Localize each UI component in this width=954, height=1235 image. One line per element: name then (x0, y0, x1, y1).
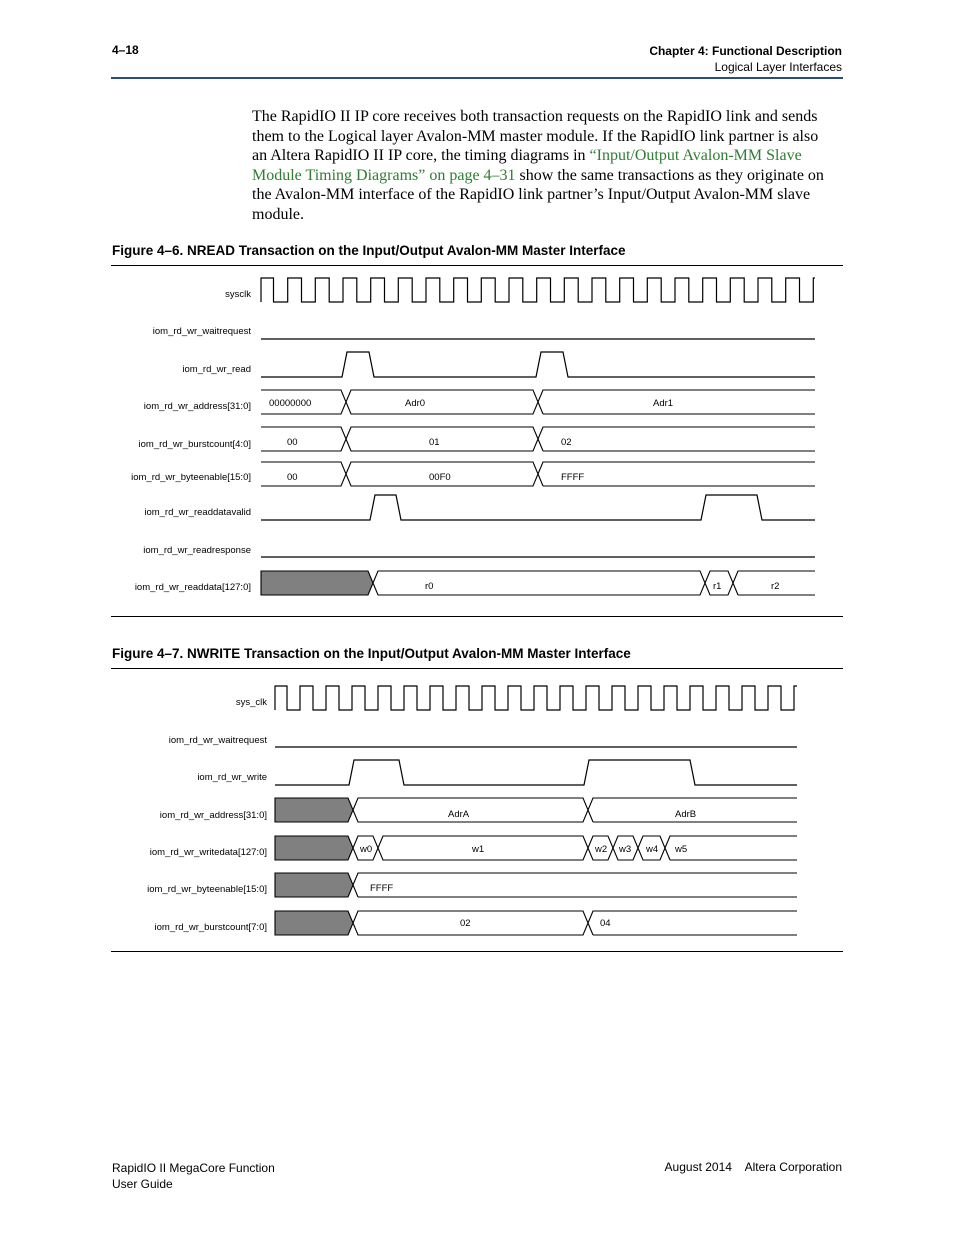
figure-6-title: Figure 4–6. NREAD Transaction on the Input/Output Avalon-MM Master Interface (112, 243, 626, 258)
sys-clk-waveform (275, 686, 797, 710)
writedata-value-4: w4 (646, 844, 659, 855)
signal-label-waitrequest-2: iom_rd_wr_waitrequest (168, 735, 267, 746)
writedata-value-2: w2 (595, 844, 608, 855)
signal-label-writedata: iom_rd_wr_writedata[127:0] (149, 847, 267, 858)
address-value-1: Adr0 (405, 398, 426, 409)
nread-timing-diagram (0, 266, 954, 616)
running-header (649, 43, 842, 75)
address-2-value-0: AdrA (448, 809, 470, 820)
byteenable-2-value-0: FFFF (370, 883, 394, 894)
figure-7-title: Figure 4–7. NWRITE Transaction on the Input/Output Avalon-MM Master Interface (112, 646, 631, 661)
footer-left (112, 1160, 275, 1192)
readdatavalid-waveform (261, 495, 815, 520)
burstcount-bus (261, 427, 815, 451)
body-text-2: show the same transactions as they originate on the Avalon-MM interface of the RapidIO link partner’s Input/Output Avalon-MM slave module. (252, 166, 824, 223)
address-value-0: 00000000 (269, 398, 312, 409)
signal-label-readdata: iom_rd_wr_readdata[127:0] (134, 582, 251, 593)
nwrite-timing-diagram (0, 669, 954, 951)
figure-7-bottom-rule (111, 951, 843, 952)
burstcount-value-2: 02 (561, 437, 572, 448)
signal-label-burstcount: iom_rd_wr_burstcount[4:0] (138, 439, 251, 450)
footer-product: RapidIO II MegaCore Function (112, 1161, 275, 1175)
byteenable-value-1: 00F0 (429, 472, 451, 483)
signal-label-read: iom_rd_wr_read (182, 364, 251, 375)
address-2-bus (275, 798, 797, 822)
readdata-value-2: r2 (771, 581, 780, 592)
signal-label-burstcount-2: iom_rd_wr_burstcount[7:0] (154, 922, 267, 933)
signal-label-readdatavalid: iom_rd_wr_readdatavalid (144, 507, 251, 518)
chapter-title: Chapter 4: Functional Description (649, 44, 842, 58)
signal-label-byteenable-2: iom_rd_wr_byteenable[15:0] (147, 884, 267, 895)
burstcount-value-1: 01 (429, 437, 440, 448)
sysclk-waveform (261, 278, 815, 302)
signal-label-address: iom_rd_wr_address[31:0] (143, 401, 251, 412)
address-bus (261, 390, 815, 414)
burstcount-value-0: 00 (287, 437, 298, 448)
writedata-value-0: w0 (360, 844, 373, 855)
signal-label-address-2: iom_rd_wr_address[31:0] (159, 810, 267, 821)
signal-label-waitrequest: iom_rd_wr_waitrequest (152, 326, 251, 337)
page-number: 4–18 (112, 43, 139, 57)
write-waveform (275, 760, 797, 785)
writedata-bus (275, 836, 797, 860)
writedata-value-1: w1 (472, 844, 485, 855)
footer-date-company: August 2014 Altera Corporation (664, 1160, 842, 1174)
signal-label-sys-clk: sys_clk (235, 697, 267, 708)
writedata-value-3: w3 (619, 844, 632, 855)
header-rule (111, 77, 843, 79)
readdata-value-0: r0 (425, 581, 434, 592)
read-waveform (261, 352, 815, 377)
readdata-value-1: r1 (713, 581, 722, 592)
byteenable-2-bus (275, 873, 797, 897)
byteenable-bus (261, 462, 815, 486)
address-value-2: Adr1 (653, 398, 674, 409)
signal-label-write: iom_rd_wr_write (197, 772, 267, 783)
readdata-bus (261, 571, 815, 595)
section-title: Logical Layer Interfaces (714, 60, 842, 74)
writedata-value-5: w5 (675, 844, 688, 855)
signal-label-byteenable: iom_rd_wr_byteenable[15:0] (131, 472, 251, 483)
address-2-value-1: AdrB (675, 809, 697, 820)
burstcount-2-value-1: 04 (600, 918, 611, 929)
signal-label-readresponse: iom_rd_wr_readresponse (143, 545, 251, 556)
figure-6-bottom-rule (111, 616, 843, 617)
signal-label-sysclk: sysclk (225, 289, 251, 300)
byteenable-value-0: 00 (287, 472, 298, 483)
burstcount-2-bus (275, 911, 797, 935)
burstcount-2-value-0: 02 (460, 918, 471, 929)
body-text-1: The RapidIO II IP core receives both transaction requests on the RapidIO link and sends them to the Logical layer Avalon-MM master module. If the RapidIO link partner is also an Altera RapidIO II IP core, the timing diagrams in (252, 108, 819, 165)
byteenable-value-2: FFFF (561, 472, 585, 483)
cross-reference-link[interactable]: “Input/Output Avalon-MM Slave Module Timing Diagrams” on page 4–31 (252, 147, 802, 184)
body-paragraph (252, 107, 832, 225)
footer-doc: User Guide (112, 1177, 173, 1191)
